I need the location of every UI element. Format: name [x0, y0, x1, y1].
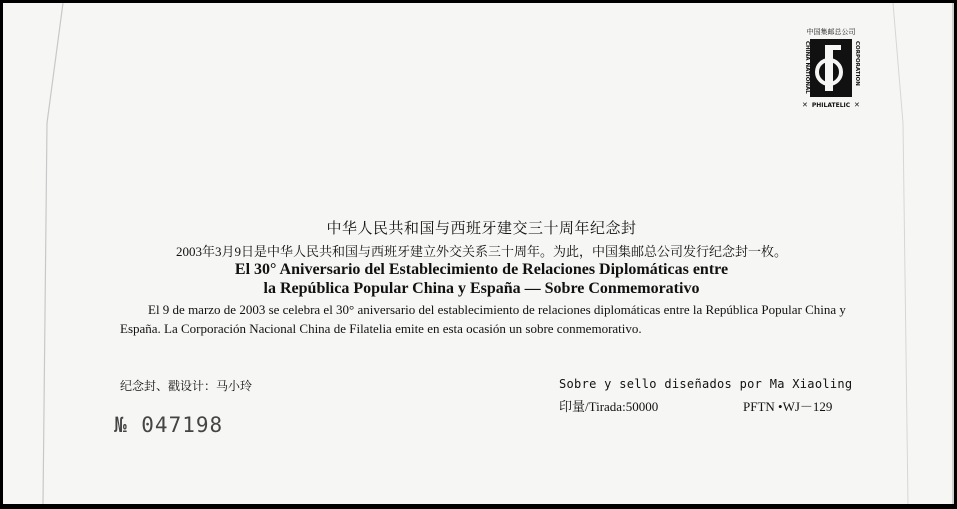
logo-bottom-text: PHILATELIC	[811, 102, 851, 109]
svg-text:✕: ✕	[802, 101, 808, 109]
envelope-back	[3, 3, 954, 504]
issue-code: PFTN •WJ－129	[743, 399, 833, 414]
subtitle-chinese: 2003年3月9日是中华人民共和国与西班牙建立外交关系三十周年。为此，中国集邮总公司发行纪念封一枚。	[175, 244, 787, 259]
logo-left-text: CHINA NATIONAL	[804, 41, 810, 94]
title-spanish-line1: El 30° Aniversario del Establecimiento de Relaciones Diplomáticas entre	[234, 261, 729, 278]
philatelic-logo	[796, 27, 866, 113]
phi-emblem-icon	[796, 27, 866, 113]
designer-chinese: 纪念封、戳设计：马小玲	[120, 379, 253, 393]
title-spanish-line2: la República Popular China y España — Sobre Conmemorativo	[263, 280, 700, 297]
serial-number: № 047198	[114, 413, 224, 437]
logo-right-text: CORPORATION	[854, 41, 860, 86]
print-run: 印量/Tirada:50000	[559, 399, 659, 414]
svg-text:✕: ✕	[854, 101, 860, 109]
designer-spanish: Sobre y sello diseñados por Ma Xiaoling	[559, 377, 853, 391]
title-chinese: 中华人民共和国与西班牙建交三十周年纪念封	[326, 221, 637, 237]
description-paragraph: El 9 de marzo de 2003 se celebra el 30° aniversario del establecimiento de relaciones diplomáticas entre la República Popular China y España. La Corporación Nacional China de Filatelia emite en esta ocasión un sobre conmemorativo.	[120, 302, 846, 336]
logo-cn-text: 中国集邮总公司	[806, 28, 856, 36]
